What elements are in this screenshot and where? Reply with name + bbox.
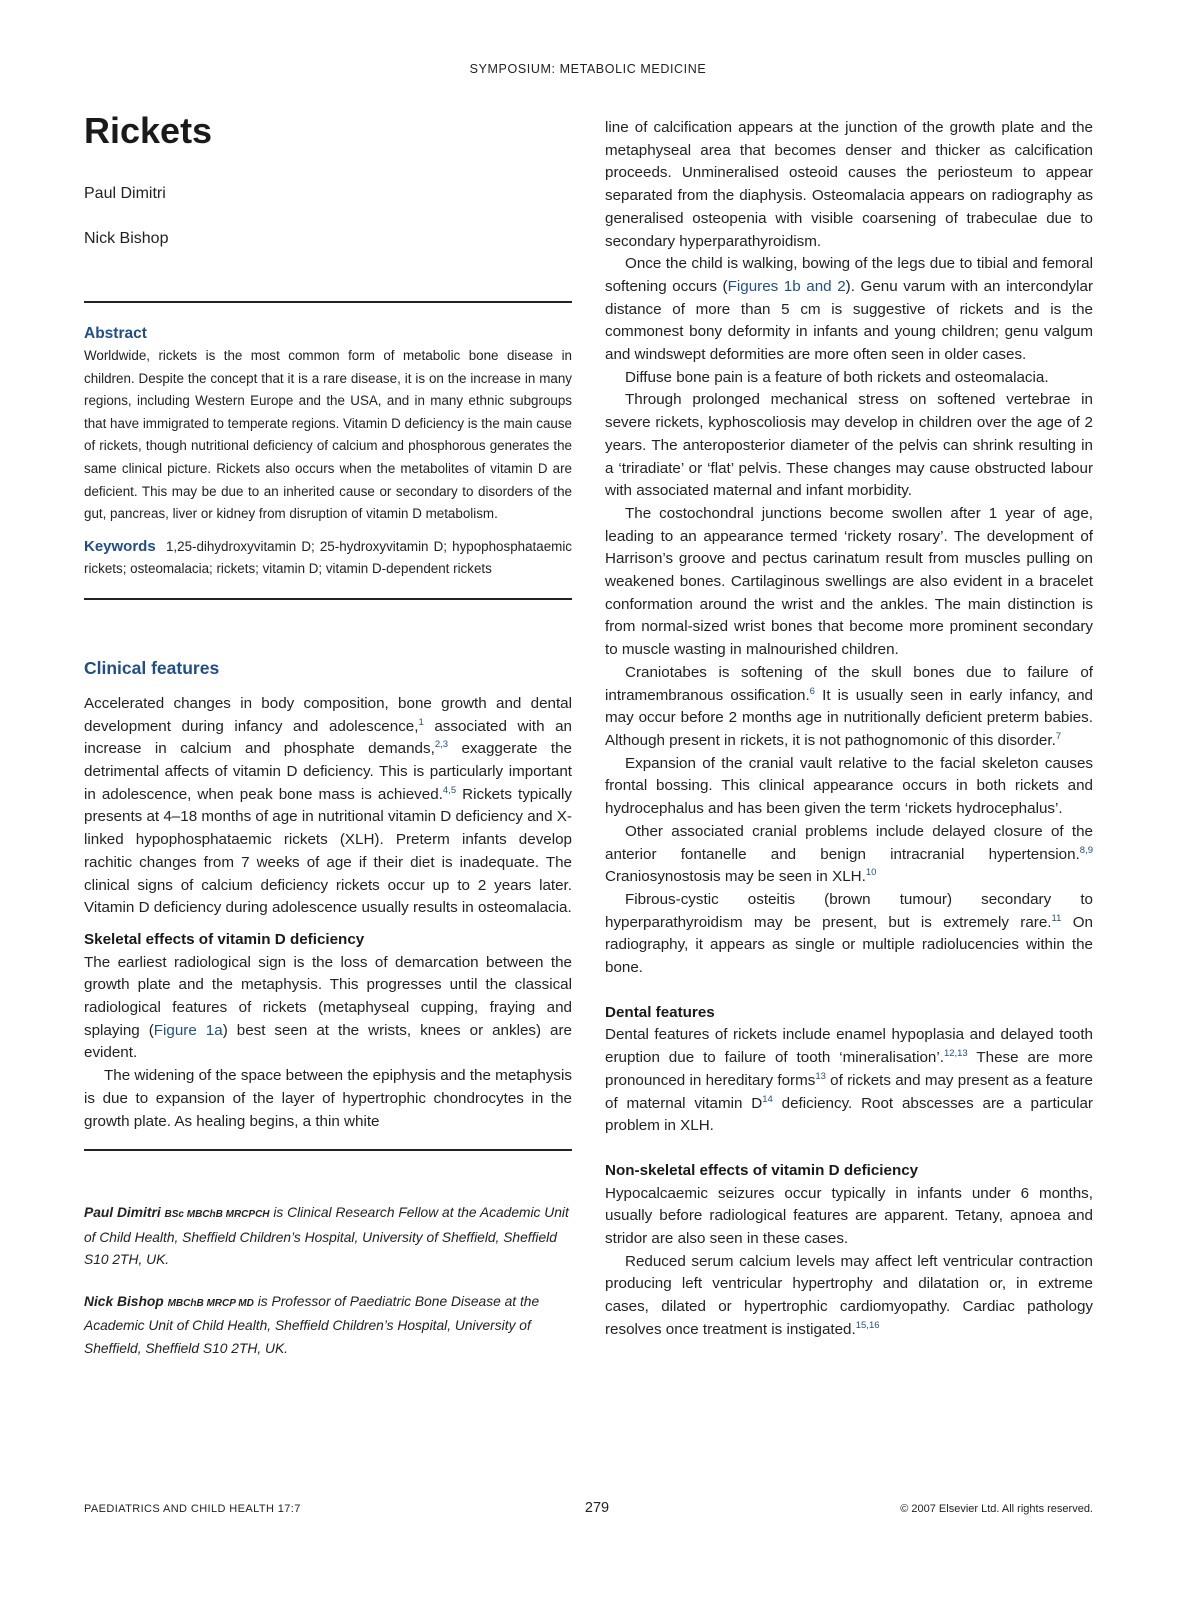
text-run: Fibrous-cystic osteitis (brown tumour) secondary to hyperparathyroidism may be present, but is extremely rare. [605, 890, 1093, 931]
text-run: Craniosynostosis may be seen in XLH. [605, 868, 866, 886]
reference-marker[interactable]: 11 [1051, 912, 1062, 924]
text-run: Once the child is walking, bowing of the legs due to tibial and femoral softening occurs ( [605, 255, 1093, 295]
paragraph: Through prolonged mechanical stress on softened vertebrae in severe rickets, kyphoscoliosis may develop in children over the age of 2 years. The anteroposterior diameter of the pelvis can shrink resulting in a ‘triradiate’ or ‘flat’ pelvis. These changes may cause obstructed labour with associated maternal and infant morbidity. [605, 391, 1093, 500]
text-run: Rickets typically presents at 4–18 months of age in nutritional vitamin D deficiency and X-linked hypophosphataemic rickets (XLH). Preterm infants develop rachitic changes from 7 weeks of age if their diet is inadequate. The clinical signs of calcium deficiency rickets occur up to 2 years later. Vitamin D deficiency during adolescence usually results in osteomalacia. [84, 785, 572, 917]
left-column [84, 108, 572, 1360]
paragraph [605, 253, 1093, 367]
paragraph: line of calcification appears at the junction of the growth plate and the metaphyseal area that becomes denser and thicker as calcification proceeds. Unmineralised osteoid causes the periosteum to appear separated from the diaphysis. Osteomalacia appears on radiography as generalised osteopenia with visible coarsening of trabeculae due to secondary hyperparathyroidism. [605, 119, 1093, 250]
running-header: SYMPOSIUM: METABOLIC MEDICINE [469, 62, 707, 76]
text-run: Craniotabes is softening of the skull bones due to failure of intramembranous ossification. [605, 663, 1093, 704]
affiliation-text: is Clinical Research Fellow at the Academic Unit of Child Health, Sheffield Children’s Hospital, University of Sheffield, Sheffield S10 2TH, UK. [84, 1205, 569, 1268]
text-run: On radiography, it appears as single or multiple radiolucencies within the bone. [605, 913, 1093, 977]
copyright-notice: © 2007 Elsevier Ltd. All rights reserved. [900, 1503, 1093, 1515]
paragraph [84, 952, 572, 1066]
reference-marker[interactable]: 14 [762, 1093, 773, 1105]
keywords-text: 1,25-dihydroxyvitamin D; 25-hydroxyvitamin D; hypophosphataemic rickets; osteomalacia; rickets; vitamin D; vitamin D-dependent rickets [84, 538, 572, 577]
divider [84, 598, 572, 600]
paragraph [605, 821, 1093, 889]
author-name: Nick Bishop [84, 230, 169, 247]
text-run: These are more pronounced in hereditary forms [605, 1049, 1093, 1089]
affiliation-name: Nick Bishop [84, 1293, 164, 1309]
reference-marker[interactable]: 7 [1055, 730, 1062, 742]
paragraph: The widening of the space between the epiphysis and the metaphysis is due to expansion of the layer of hypertrophic chondrocytes in the growth plate. As healing begins, a thin white [84, 1067, 572, 1130]
keywords-block [84, 536, 572, 581]
text-run: deficiency. Root abscesses are a particular problem in XLH. [605, 1094, 1093, 1135]
divider [84, 1149, 572, 1151]
page-number: 279 [584, 1500, 610, 1516]
text-run: ). Genu varum with an intercondylar distance of more than 5 cm is suggestive of rickets and is the commonest bony deformity in infants and young children; genu valgum and windswept deformities are more often seen in older cases. [605, 277, 1094, 364]
reference-marker[interactable]: 1 [418, 716, 424, 728]
text-run: It is usually seen in early infancy, and may occur before 2 months age in nutritionally deficient preterm babies. Although present in rickets, it is not pathognomonic of this disorder. [605, 686, 1093, 749]
reference-marker[interactable]: 10 [865, 867, 877, 879]
right-column [605, 117, 1093, 1342]
text-run: Accelerated changes in body composition, bone growth and dental development during infancy and adolescence, [84, 694, 572, 735]
text-run: of rickets and may present as a feature of maternal vitamin D [605, 1071, 1093, 1112]
reference-marker[interactable]: 8,9 [1079, 844, 1093, 856]
reference-marker[interactable]: 2,3 [434, 739, 449, 751]
reference-marker[interactable]: 4,5 [442, 784, 457, 796]
abstract-heading: Abstract [84, 325, 147, 342]
paragraph: Hypocalcaemic seizures occur typically in infants under 6 months, usually before radiological features are apparent. Tetany, apnoea and stridor are also seen in these cases. [605, 1184, 1093, 1248]
reference-marker[interactable]: 6 [809, 685, 815, 697]
paragraph: Diffuse bone pain is a feature of both rickets and osteomalacia. [625, 368, 1049, 386]
subheading-dental-features: Dental features [605, 1003, 715, 1021]
journal-citation: PAEDIATRICS AND CHILD HEALTH 17:7 [84, 1503, 301, 1515]
subheading-non-skeletal-effects: Non-skeletal effects of vitamin D deficiency [605, 1161, 919, 1179]
text-run: associated with an increase in calcium and phosphate demands, [84, 717, 572, 758]
affiliation-degrees: BSc MBChB MRCPCH [164, 1209, 270, 1221]
text-run: ) best seen at the wrists, knees or ankles) are evident. [84, 1021, 573, 1062]
divider [84, 301, 572, 303]
text-run: exaggerate the detrimental affects of vitamin D deficiency. This is particularly important in adolescence, when peak bone mass is achieved. [84, 740, 572, 803]
author-affiliation [84, 1202, 572, 1272]
paragraph [605, 1024, 1093, 1138]
text-run: The earliest radiological sign is the loss of demarcation between the growth plate and the metaphysis. This progresses until the classical radiological features of rickets (metaphyseal cupping, fraying and splaying ( [84, 953, 572, 1039]
paragraph [605, 889, 1093, 980]
paragraph: Expansion of the cranial vault relative to the facial skeleton causes frontal bossing. This clinical appearance occurs in both rickets and hydrocephalus and has been given the term ‘rickets hydrocephalus’. [605, 754, 1093, 818]
reference-marker[interactable]: 12,13 [943, 1048, 968, 1060]
figure-link[interactable]: Figures 1b and 2 [727, 277, 846, 295]
figure-link[interactable]: Figure 1a [153, 1021, 223, 1039]
section-heading-clinical-features: Clinical features [84, 657, 220, 678]
reference-marker[interactable]: 15,16 [855, 1319, 880, 1331]
text-run: Dental features of rickets include enamel hypoplasia and delayed tooth eruption due to failure of tooth ‘mineralisation’. [605, 1026, 1093, 1067]
abstract-text: Worldwide, rickets is the most common form of metabolic bone disease in children. Despite the concept that it is a rare disease, it is on the increase in many regions, including Western Europe and the USA, and in many ethnic subgroups that have immigrated to temperate regions. Vitamin D deficiency is the main cause of rickets, though nutritional deficiency of calcium and phosphorous generates the same clinical picture. Rickets also occurs when the metabolites of vitamin D are deficient. This may be due to an inherited cause or secondary to disorders of the gut, pancreas, liver or kidney from disruption of vitamin D metabolism. [84, 348, 573, 522]
paragraph [605, 662, 1093, 753]
paragraph [605, 1251, 1093, 1342]
affiliation-degrees: MBChB MRCP MD [167, 1297, 254, 1309]
affiliation-name: Paul Dimitri [84, 1205, 161, 1221]
article-title: Rickets [84, 110, 213, 151]
text-run: Reduced serum calcium levels may affect left ventricular contraction producing left ventricular hypertrophy and dilatation or, in extreme cases, dilated or hypertrophic cardiomyopathy. Cardiac pathology resolves once treatment is instigated. [605, 1252, 1093, 1338]
paragraph [84, 693, 572, 920]
paragraph: The costochondral junctions become swollen after 1 year of age, leading to an appearance termed ‘rickety rosary’. The development of Harrison’s groove and pectus carinatum result from muscles pulling on weakened bones. Cartilaginous swellings are also evident in a bracelet conformation around the wrist and the ankles. The main distinction is from normal-sized wrist bones that become more prominent secondary to muscle wasting in malnourished children. [605, 504, 1093, 659]
keywords-label: Keywords [84, 537, 156, 555]
text-run: Other associated cranial problems include delayed closure of the anterior fontanelle and benign intracranial hypertension. [605, 822, 1093, 863]
reference-marker[interactable]: 13 [815, 1070, 826, 1082]
subheading-skeletal-effects: Skeletal effects of vitamin D deficiency [84, 930, 365, 948]
author-name: Paul Dimitri [84, 185, 166, 202]
author-affiliation [84, 1291, 572, 1361]
affiliation-text: is Professor of Paediatric Bone Disease at the Academic Unit of Child Health, Sheffield Children’s Hospital, University of Sheffield, Sheffield S10 2TH, UK. [84, 1293, 540, 1356]
